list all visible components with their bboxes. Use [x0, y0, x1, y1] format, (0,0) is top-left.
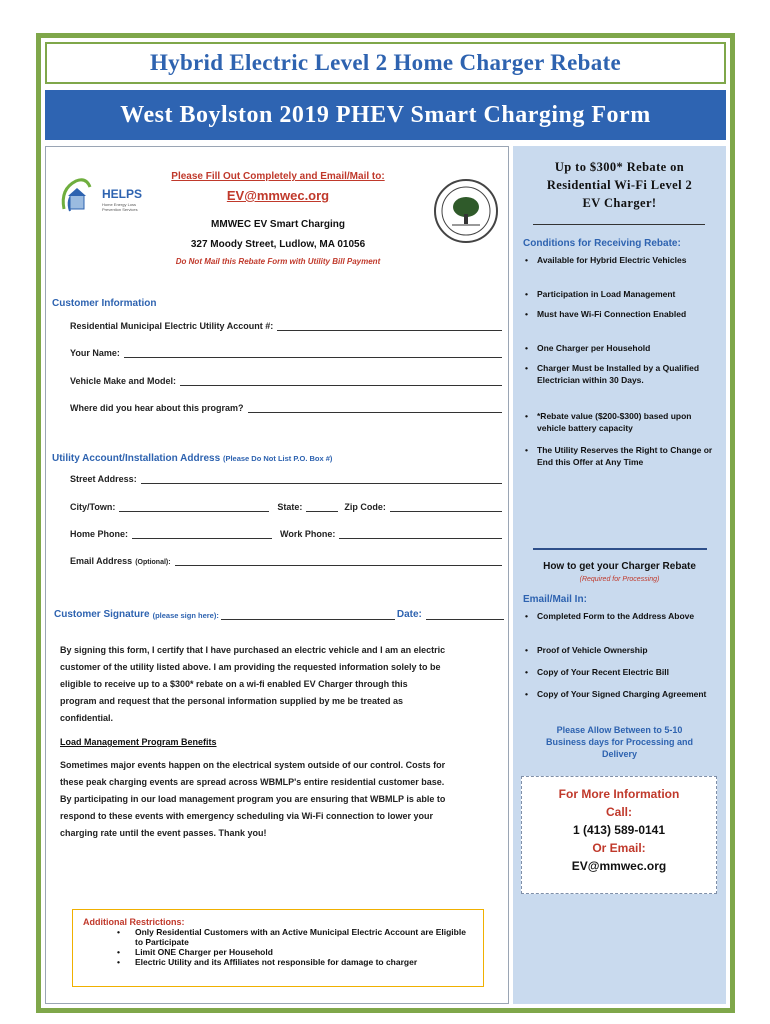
vehicle-input-line[interactable] — [180, 376, 502, 386]
vehicle-field[interactable] — [70, 376, 502, 386]
page-subtitle: West Boylston 2019 PHEV Smart Charging Form — [120, 101, 651, 128]
phone-row — [70, 529, 502, 539]
requirement-item: • Copy of Your Signed Charging Agreement — [519, 688, 719, 716]
hear-field[interactable] — [70, 403, 502, 413]
city-input-line[interactable] — [119, 502, 269, 512]
certify-line: eligible to receive up to a $300* rebate on a wi-fi enabled EV Charger through this — [60, 679, 408, 689]
signature-note: (please sign here): — [152, 611, 219, 620]
account-label: Residential Municipal Electric Utility Account #: — [70, 321, 274, 331]
restrictions-list — [117, 927, 473, 967]
vehicle-label: Vehicle Make and Model: — [70, 376, 177, 386]
processing-line: Delivery — [601, 749, 638, 759]
date-input-line[interactable] — [426, 610, 504, 620]
state-input-line[interactable] — [306, 502, 338, 512]
processing-note — [513, 724, 726, 760]
condition-item: • *Rebate value ($200-$300) based upon vehicle battery capacity — [519, 410, 719, 444]
zip-input-line[interactable] — [390, 502, 502, 512]
condition-item: • The Utility Reserves the Right to Change or End this Offer at Any Time — [519, 444, 719, 480]
home-phone-label: Home Phone: — [70, 529, 129, 539]
load-mgmt-text — [60, 757, 506, 842]
email-mail-heading: Email/Mail In: — [523, 594, 587, 605]
load-mgmt-line: these peak charging events are spread across WBMLP's entire residential customer base. — [60, 777, 445, 787]
fill-instruction: Please Fill Out Completely and Email/Mail to: — [171, 171, 385, 182]
load-mgmt-line: respond to these events with emergency scheduling via Wi-Fi connection to lower your — [60, 811, 433, 821]
mail-note: Do Not Mail this Rebate Form with Utility Bill Payment — [175, 257, 381, 266]
restriction-item: • Electric Utility and its Affiliates not responsible for damage to charger — [117, 957, 473, 967]
mailing-address: 327 Moody Street, Ludlow, MA 01056 — [190, 239, 366, 250]
condition-item: • Must have Wi-Fi Connection Enabled — [519, 308, 719, 342]
utility-heading-note: (Please Do Not List P.O. Box #) — [222, 454, 333, 463]
name-label: Your Name: — [70, 348, 120, 358]
account-field[interactable] — [70, 321, 502, 331]
conditions-list — [519, 254, 719, 480]
signature-label: Customer Signature — [54, 609, 150, 620]
header-email-link[interactable]: EV@mmwec.org — [226, 188, 330, 203]
street-input-line[interactable] — [141, 474, 502, 484]
page-title: Hybrid Electric Level 2 Home Charger Rebate — [149, 50, 622, 75]
sidebar-title-line: Residential Wi-Fi Level 2 — [546, 178, 693, 192]
requirement-item: • Completed Form to the Address Above — [519, 610, 719, 644]
helps-logo-text: HELPS — [102, 187, 143, 201]
how-heading: How to get your Charger Rebate — [543, 561, 696, 572]
restrictions-title: Additional Restrictions: — [83, 917, 185, 927]
zip-label: Zip Code: — [344, 502, 386, 512]
certify-line: program and request that the personal information supplied by me be treated as — [60, 696, 404, 706]
email-label: Email Address — [70, 556, 133, 566]
divider — [533, 548, 707, 550]
requirements-list — [519, 610, 719, 716]
account-input-line[interactable] — [277, 321, 502, 331]
sidebar-email-link[interactable]: EV@mmwec.org — [571, 859, 667, 873]
hear-input-line[interactable] — [248, 403, 502, 413]
org-name: MMWEC EV Smart Charging — [211, 219, 345, 230]
customer-info-heading: Customer Information — [52, 298, 157, 309]
more-info-heading: For More Information — [558, 787, 680, 801]
page-inner — [41, 38, 730, 1008]
how-note: (Required for Processing) — [579, 576, 660, 583]
or-email-label: Or Email: — [592, 841, 646, 855]
signature-input-line[interactable] — [221, 610, 395, 620]
sidebar-title — [513, 158, 726, 212]
phone-number[interactable]: 1 (413) 589-0141 — [572, 823, 666, 837]
hear-label: Where did you hear about this program? — [70, 403, 244, 413]
condition-item: • Participation in Load Management — [519, 288, 719, 308]
certification-text — [60, 642, 506, 727]
processing-line: Please Allow Between to 5-10 — [556, 725, 683, 735]
restriction-item: • Only Residential Customers with an Active Municipal Electric Account are Eligible to Participate — [117, 927, 473, 947]
street-field[interactable] — [70, 474, 502, 484]
conditions-heading: Conditions for Receiving Rebate: — [523, 238, 681, 249]
call-label: Call: — [605, 805, 632, 819]
email-optional-note: (Optional): — [135, 559, 171, 566]
town-seal — [434, 179, 498, 243]
street-label: Street Address: — [70, 474, 137, 484]
restriction-item: • Limit ONE Charger per Household — [117, 947, 473, 957]
load-mgmt-line: By participating in our load management program you are ensuring that WBMLP is able to — [60, 794, 446, 804]
utility-heading-text: Utility Account/Installation Address — [52, 453, 221, 464]
helps-logo-subtext: Home Energy Loss Prevention Services — [102, 202, 138, 212]
title-bar — [45, 42, 726, 84]
condition-item: • Available for Hybrid Electric Vehicles — [519, 254, 719, 288]
date-label: Date: — [396, 609, 422, 620]
home-phone-input-line[interactable] — [132, 529, 272, 539]
additional-restrictions-box — [72, 909, 484, 987]
load-mgmt-heading: Load Management Program Benefits — [60, 737, 217, 747]
sidebar-title-line: Up to $300* Rebate on — [554, 160, 685, 174]
processing-line: Business days for Processing and — [545, 737, 694, 747]
signature-row — [54, 609, 504, 620]
work-phone-label: Work Phone: — [280, 529, 336, 539]
rebate-sidebar — [513, 146, 726, 1004]
certify-line: confidential. — [60, 713, 114, 723]
divider — [533, 224, 705, 225]
email-field[interactable] — [70, 556, 502, 566]
tree-seal-icon — [436, 181, 496, 241]
state-label: State: — [277, 502, 303, 512]
name-field[interactable] — [70, 348, 502, 358]
requirement-item: • Proof of Vehicle Ownership — [519, 644, 719, 666]
email-input-line[interactable] — [175, 556, 502, 566]
condition-item: • One Charger per Household — [519, 342, 719, 362]
utility-heading — [52, 453, 332, 464]
city-state-zip-row — [70, 502, 502, 512]
certify-line: By signing this form, I certify that I have purchased an electric vehicle and I am an electric — [60, 645, 446, 655]
name-input-line[interactable] — [124, 348, 502, 358]
load-mgmt-line: Sometimes major events happen on the electrical system outside of our control. Costs for — [60, 760, 446, 770]
certify-line: customer of the utility listed above. I am providing the requested information solely to be — [60, 662, 441, 672]
load-mgmt-line: charging rate until the event passes. Thank you! — [60, 828, 267, 838]
work-phone-input-line[interactable] — [339, 529, 502, 539]
condition-item: • Charger Must be Installed by a Qualified Electrician within 30 Days. — [519, 362, 719, 410]
city-label: City/Town: — [70, 502, 116, 512]
requirement-item: • Copy of Your Recent Electric Bill — [519, 666, 719, 688]
sidebar-title-line: EV Charger! — [582, 196, 657, 210]
page-frame — [36, 33, 735, 1013]
subtitle-banner — [45, 90, 726, 140]
more-info-box — [521, 776, 717, 894]
form-main — [45, 146, 509, 1004]
